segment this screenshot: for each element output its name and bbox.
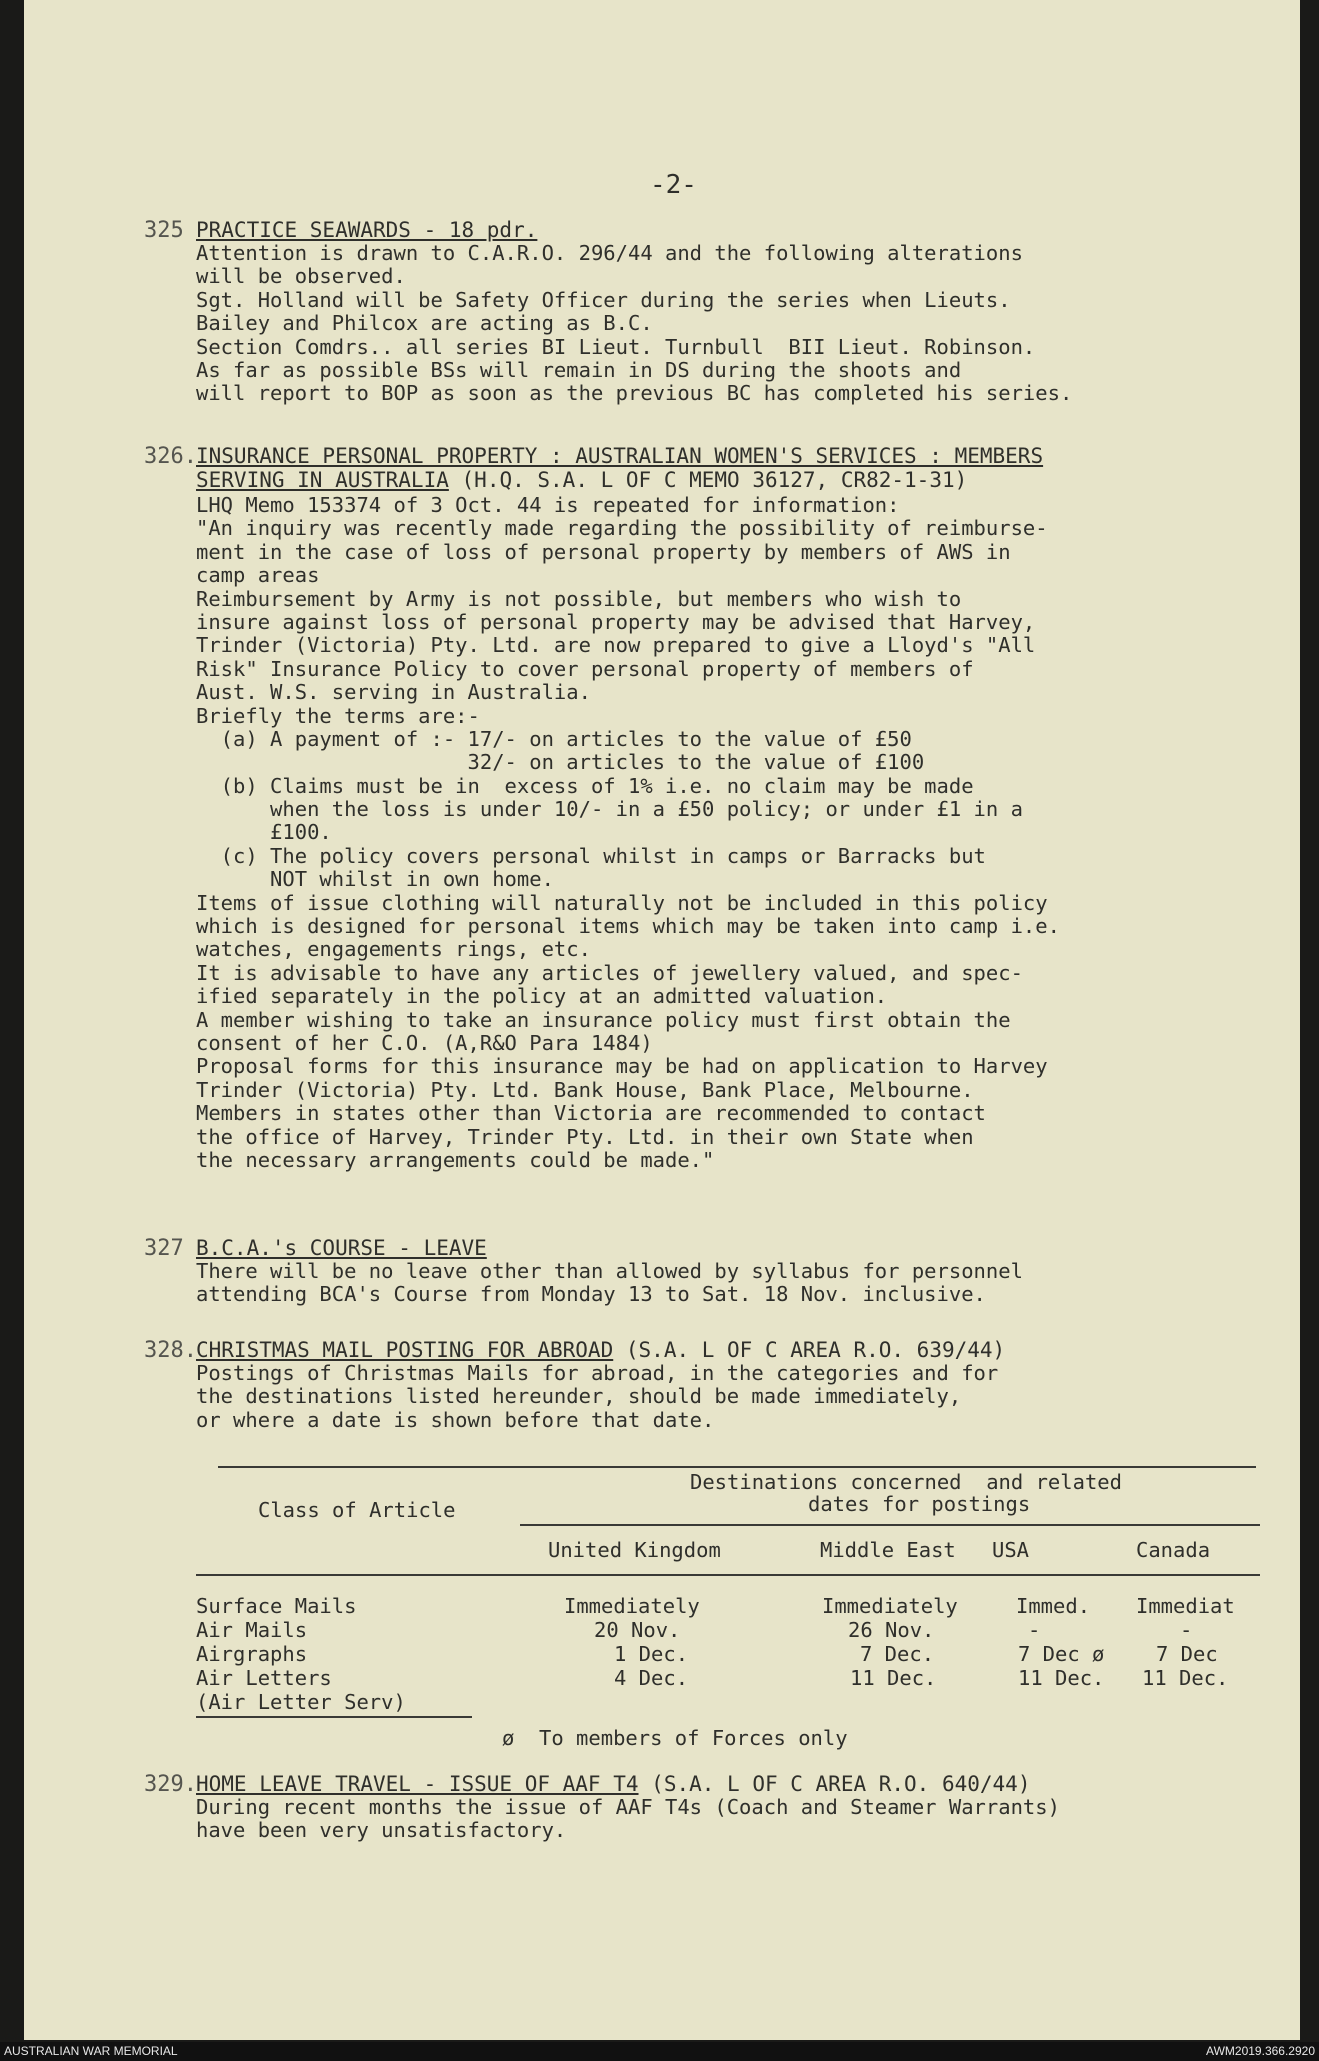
col-header-usa: USA: [992, 1538, 1030, 1562]
section-number: 329.: [144, 1772, 197, 1797]
body-line: Trinder (Victoria) Pty. Ltd. Bank House, Bank Place, Melbourne.: [196, 1077, 974, 1102]
body-line: Briefly the terms are:-: [196, 703, 480, 728]
section-number: 328.: [144, 1338, 197, 1363]
col-header-middle-east: Middle East: [820, 1538, 956, 1562]
section-reference: (S.A. L OF C AREA R.O. 640/44): [651, 1772, 1031, 1796]
body-line: watches, engagements rings, etc.: [196, 937, 591, 962]
col-header-uk: United Kingdom: [548, 1538, 721, 1562]
cell-uk: 1 Dec.: [614, 1642, 689, 1666]
cell-middle-east: Immediately: [822, 1594, 958, 1618]
class-of-article-header: Class of Article: [258, 1498, 456, 1522]
document-page: [24, 0, 1300, 2040]
section-title-line2: SERVING IN AUSTRALIA: [196, 468, 449, 492]
section-body: [196, 1362, 998, 1432]
body-line: (b) Claims must be in excess of 1% i.e. no claim may be made: [196, 773, 974, 798]
section-reference: (H.Q. S.A. L OF C MEMO 36127, CR82-1-31): [461, 468, 968, 492]
body-line: NOT whilst in own home.: [196, 867, 554, 892]
table-rule-bottom: [196, 1716, 472, 1718]
section-body: [196, 1260, 1023, 1307]
body-line: will report to BOP as soon as the previous BC has completed his series.: [196, 381, 1073, 406]
cell-uk: 20 Nov.: [594, 1618, 681, 1642]
body-line: camp areas: [196, 563, 320, 588]
body-line: There will be no leave other than allowed by syllabus for personnel: [196, 1259, 1023, 1283]
body-line: when the loss is under 10/- in a £50 policy; or under £1 in a: [196, 797, 1023, 822]
cell-usa: 11 Dec.: [1018, 1666, 1105, 1690]
body-line: ified separately in the policy at an admitted valuation.: [196, 984, 888, 1009]
body-line: Bailey and Philcox are acting as B.C.: [196, 311, 653, 336]
cell-uk: 4 Dec.: [614, 1666, 689, 1690]
footer-institution: AUSTRALIAN WAR MEMORIAL: [4, 2044, 178, 2058]
body-line: Trinder (Victoria) Pty. Ltd. are now prepared to give a Lloyd's "All: [196, 633, 1036, 658]
body-line: (c) The policy covers personal whilst in camps or Barracks but: [196, 843, 986, 868]
body-line: As far as possible BSs will remain in DS during the shoots and: [196, 357, 962, 382]
cell-usa: 7 Dec ø: [1018, 1642, 1105, 1666]
cell-usa: Immed.: [1016, 1594, 1091, 1618]
table-footnote: ø To members of Forces only: [502, 1726, 848, 1750]
body-line: Risk" Insurance Policy to cover personal property of members of: [196, 656, 974, 681]
section-title: B.C.A.'s COURSE - LEAVE: [196, 1236, 487, 1260]
section-number: 326.: [144, 444, 197, 469]
body-line: Section Comdrs.. all series BI Lieut. Turnbull BII Lieut. Robinson.: [196, 334, 1036, 359]
body-line: Postings of Christmas Mails for abroad, in the categories and for: [196, 1361, 999, 1385]
cell-uk: Immediately: [564, 1594, 700, 1618]
body-line: or where a date is shown before that date.: [196, 1407, 715, 1432]
body-line: 32/- on articles to the value of £100: [196, 750, 925, 775]
page-number: -2-: [650, 170, 697, 200]
body-line: It is advisable to have any articles of jewellery valued, and spec-: [196, 960, 1023, 985]
body-line: A member wishing to take an insurance policy must first obtain the: [196, 1007, 1011, 1032]
body-line: Proposal forms for this insurance may be had on application to Harvey: [196, 1054, 1048, 1079]
body-line: During recent months the issue of AAF T4s (Coach and Steamer Warrants): [196, 1795, 1060, 1819]
cell-usa: -: [1028, 1618, 1041, 1642]
table-rule-top: [218, 1466, 1256, 1468]
table-rule-header: [196, 1574, 1260, 1576]
body-line: Items of issue clothing will naturally not be included in this policy: [196, 890, 1048, 915]
cell-middle-east: 26 Nov.: [848, 1618, 935, 1642]
table-rule-mid: [520, 1524, 1260, 1526]
section-heading: [196, 1236, 487, 1260]
dest-header-line2: dates for postings: [808, 1492, 1031, 1516]
section-heading: [196, 218, 537, 242]
section-title: CHRISTMAS MAIL POSTING FOR ABROAD: [196, 1338, 614, 1362]
section-body: [196, 1796, 1060, 1843]
section-reference: (S.A. L OF C AREA R.O. 639/44): [625, 1338, 1006, 1362]
cell-middle-east: 7 Dec.: [860, 1642, 935, 1666]
body-line: have been very unsatisfactory.: [196, 1818, 567, 1843]
section-title: PRACTICE SEAWARDS - 18 pdr.: [196, 218, 538, 242]
section-heading: [196, 1338, 1005, 1362]
body-line: (a) A payment of :- 17/- on articles to the value of £50: [196, 726, 912, 751]
section-body: [196, 494, 1060, 1172]
body-line: Aust. W.S. serving in Australia.: [196, 680, 591, 705]
section-number: 325: [144, 218, 184, 243]
body-line: the office of Harvey, Trinder Pty. Ltd. in their own State when: [196, 1124, 974, 1149]
section-number: 327: [144, 1236, 184, 1261]
body-line: £100.: [196, 820, 332, 845]
body-line: "An inquiry was recently made regarding the possibility of reimburse-: [196, 516, 1048, 541]
body-line: Attention is drawn to C.A.R.O. 296/44 and the following alterations: [196, 241, 1023, 265]
cell-middle-east: 11 Dec.: [850, 1666, 937, 1690]
row-label: Air Letters: [196, 1666, 332, 1690]
body-line: the necessary arrangements could be made.": [196, 1147, 715, 1172]
body-line: Reimbursement by Army is not possible, but members who wish to: [196, 586, 962, 611]
cell-canada: 11 Dec.: [1142, 1666, 1229, 1690]
mail-postings-table: [196, 1462, 1256, 1762]
body-line: will be observed.: [196, 264, 406, 289]
body-line: which is designed for personal items which may be taken into camp i.e.: [196, 914, 1060, 939]
body-line: LHQ Memo 153374 of 3 Oct. 44 is repeated for information:: [196, 493, 900, 517]
row-label: Air Mails: [196, 1618, 308, 1642]
body-line: insure against loss of personal property may be advised that Harvey,: [196, 609, 1036, 634]
cell-canada: Immediat: [1136, 1594, 1235, 1618]
section-title: HOME LEAVE TRAVEL - ISSUE OF AAF T4: [196, 1772, 639, 1796]
body-line: ment in the case of loss of personal property by members of AWS in: [196, 539, 1011, 564]
section-title-line1: INSURANCE PERSONAL PROPERTY : AUSTRALIAN WOMEN'S SERVICES : MEMBERS: [196, 444, 1044, 468]
body-line: Members in states other than Victoria are recommended to contact: [196, 1101, 986, 1126]
archive-footer: [0, 2042, 1319, 2061]
cell-canada: -: [1180, 1618, 1193, 1642]
section-body: [196, 242, 1072, 406]
row-label: Airgraphs: [196, 1642, 308, 1666]
body-line: attending BCA's Course from Monday 13 to Sat. 18 Nov. inclusive.: [196, 1282, 986, 1307]
row-label: (Air Letter Serv): [196, 1690, 406, 1714]
row-label: Surface Mails: [196, 1594, 357, 1618]
body-line: consent of her C.O. (A,R&O Para 1484): [196, 1030, 653, 1055]
dest-header-line1: Destinations concerned and related: [690, 1470, 1122, 1494]
body-line: Sgt. Holland will be Safety Officer during the series when Lieuts.: [196, 287, 1011, 312]
section-heading: [196, 1772, 1030, 1796]
col-header-canada: Canada: [1136, 1538, 1211, 1562]
footer-accession-number: AWM2019.366.2920: [1206, 2044, 1315, 2058]
body-line: the destinations listed hereunder, should be made immediately,: [196, 1384, 962, 1409]
section-heading: [196, 444, 1043, 492]
cell-canada: 7 Dec: [1156, 1642, 1218, 1666]
